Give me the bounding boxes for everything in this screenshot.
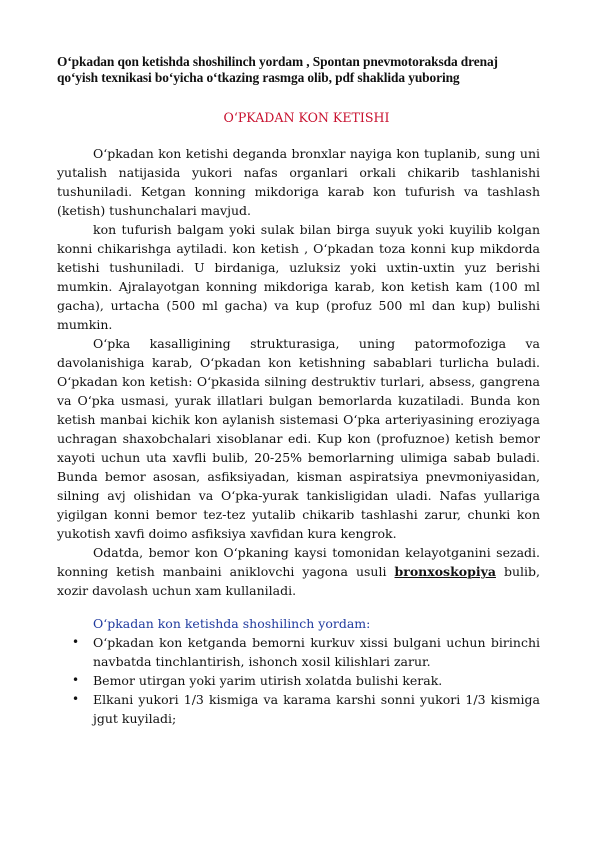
paragraph-4-text-before: Odatda, bemor kon O‘pkaning kaysi tomonidan kelayotganini sezadi. konning ketish manbaini aniklovchi yagona usuli: [57, 545, 540, 579]
bullet-icon: •: [72, 692, 80, 706]
list-item-text: O‘pkadan kon ketganda bemorni kurkuv xissi bulgani uchun birinchi navbatda tinchlantirish, ishonch xosil kilishlari zarur.: [93, 635, 540, 669]
paragraph-3: O‘pka kasalligining strukturasiga, uning patormofoziga va davolanishiga karab, O‘pkadan kon ketishning sabablari turlicha buladi. O‘pkadan kon ketish: O‘pkasida silning destruktiv turlari, absess, gangrena va O‘pka usmasi, yurak illatlari bulgan bemorlarda kuzatiladi. Bunda kon ketish manbai kichik kon aylanish sistemasi O‘pka arteriyasining eroziyaga uchragan shaxobchalari xisoblanar edi. Kup kon (profuznoe) ketish bemor xayoti uchun uta xavfli bulib, 20-25% bemorlarning ulimiga sabab buladi. Bunda bemor asosan, asfiksiyadan, kisman aspiratsiya pnevmoniyasidan, silning avj olishidan va O‘pka-yurak tankisligidan uladi. Nafas yullariga yigilgan konni bemor tez-tez yutalib chikarib tashlashi zarur, chunki kon yukotish xavfi doimo asfiksiya xavfidan kura kengrok.: [57, 336, 540, 541]
first-aid-heading: O‘pkadan kon ketishda shoshilinch yordam:: [93, 616, 371, 631]
paragraph-4-text-after: bulib, xozir davolash uchun xam kullaniladi.: [57, 564, 541, 598]
paragraph-4: [57, 543, 540, 600]
header-line-2: qo‘yish texnikasi bo‘yicha o‘tkazing rasmga olib, pdf shaklida yuboring: [57, 70, 460, 85]
paragraph-1: O‘pkadan kon ketishi deganda bronxlar nayiga kon tuplanib, sung uni yutalish natijasida yukori nafas organlari orkali chikarib tashlanishi tushuniladi. Ketgan konning mikdoriga karab kon tufurish va tashlash (ketish) tushunchalari mavjud.: [57, 146, 540, 218]
bullet-icon: •: [72, 635, 80, 649]
section-title: O‘PKADAN KON KETISHI: [223, 110, 390, 125]
list-item: [72, 671, 540, 690]
bronxoskopiya-term: bronxoskopiya: [394, 564, 496, 579]
header-line-1: O‘pkadan qon ketishda shoshilinch yordam , Spontan pnevmotoraksda drenaj: [57, 54, 498, 69]
list-item: [72, 633, 540, 671]
list-item-text: Elkani yukori 1/3 kismiga va karama karshi sonni yukori 1/3 kismiga jgut kuyiladi;: [93, 692, 540, 726]
first-aid-list: [57, 633, 540, 728]
document-header: [57, 54, 540, 86]
list-item-text: Bemor utirgan yoki yarim utirish xolatda bulishi kerak.: [93, 673, 443, 688]
list-item: [72, 690, 540, 728]
bullet-icon: •: [72, 673, 80, 687]
paragraph-2: kon tufurish balgam yoki sulak bilan birga suyuk yoki kuyilib kolgan konni chikarishga aytiladi. kon ketish , O‘pkadan toza konni kup mikdorda ketishi tushuniladi. U birdaniga, uzluksiz yoki uxtin-uxtin yuz berishi mumkin. Ajralayotgan konning mikdoriga karab, kon ketish kam (100 ml gacha), urtacha (500 ml gacha) va kup (profuz 500 ml dan kup) bulishi mumkin.: [57, 222, 540, 332]
